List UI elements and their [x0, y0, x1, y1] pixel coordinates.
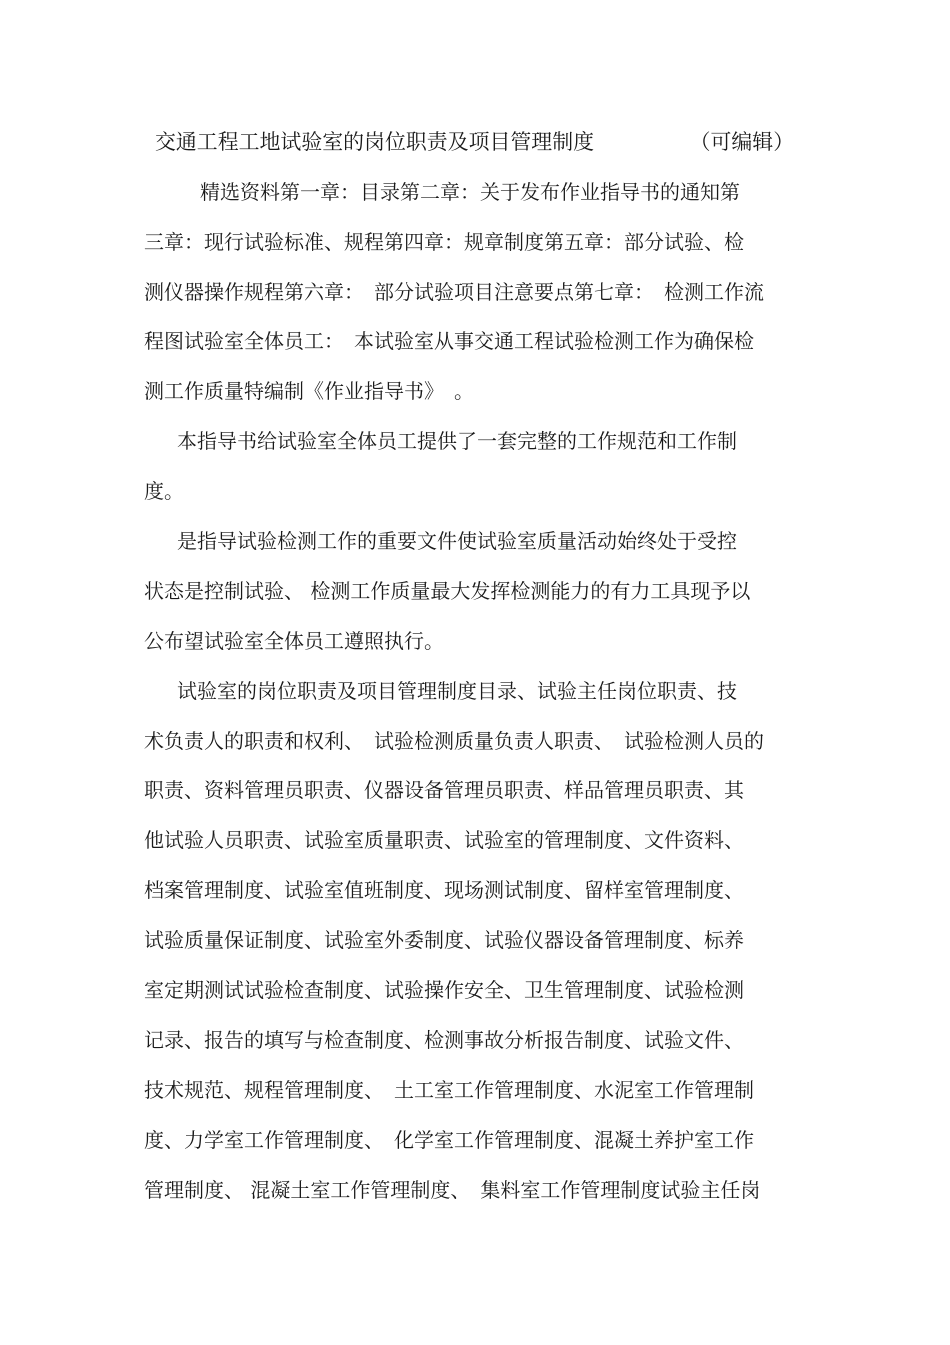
body-line: 术负责人的职责和权利、 试验检测质量负责人职责、 试验检测人员的	[144, 729, 764, 753]
body-line: 度。	[144, 479, 184, 503]
body-line: 公布望试验室全体员工遵照执行。	[144, 629, 444, 653]
body-line: 是指导试验检测工作的重要文件使试验室质量活动始终处于受控	[177, 529, 737, 553]
body-line: 试验质量保证制度、试验室外委制度、试验仪器设备管理制度、标养	[144, 928, 744, 952]
title-editable-note: （可编辑）	[689, 130, 795, 154]
body-line: 测工作质量特编制《作业指导书》 。	[144, 379, 474, 403]
body-line: 他试验人员职责、试验室质量职责、试验室的管理制度、文件资料、	[144, 828, 744, 852]
body-line: 室定期测试试验检查制度、试验操作安全、卫生管理制度、试验检测	[144, 978, 744, 1002]
body-line: 管理制度、 混凝土室工作管理制度、 集料室工作管理制度试验主任岗	[144, 1178, 761, 1202]
body-line: 三章：现行试验标准、规程第四章：规章制度第五章：部分试验、检	[144, 230, 744, 254]
body-line: 本指导书给试验室全体员工提供了一套完整的工作规范和工作制	[177, 429, 737, 453]
document-title	[155, 124, 812, 160]
body-line: 试验室的岗位职责及项目管理制度目录、试验主任岗位职责、技	[177, 679, 737, 703]
body-line: 度、力学室工作管理制度、 化学室工作管理制度、混凝土养护室工作	[144, 1128, 754, 1152]
body-line: 状态是控制试验、 检测工作质量最大发挥检测能力的有力工具现予以	[144, 579, 751, 603]
body-line: 记录、报告的填写与检查制度、检测事故分析报告制度、试验文件、	[144, 1028, 744, 1052]
body-line: 档案管理制度、试验室值班制度、现场测试制度、留样室管理制度、	[144, 878, 744, 902]
body-line: 测仪器操作规程第六章： 部分试验项目注意要点第七章： 检测工作流	[144, 280, 764, 304]
title-text: 交通工程工地试验室的岗位职责及项目管理制度	[155, 130, 595, 154]
body-line: 精选资料第一章：目录第二章：关于发布作业指导书的通知第	[200, 180, 740, 204]
body-line: 职责、资料管理员职责、仪器设备管理员职责、样品管理员职责、其	[144, 778, 744, 802]
body-line: 程图试验室全体员工： 本试验室从事交通工程试验检测工作为确保检	[144, 329, 754, 353]
body-line: 技术规范、规程管理制度、 土工室工作管理制度、水泥室工作管理制	[144, 1078, 754, 1102]
